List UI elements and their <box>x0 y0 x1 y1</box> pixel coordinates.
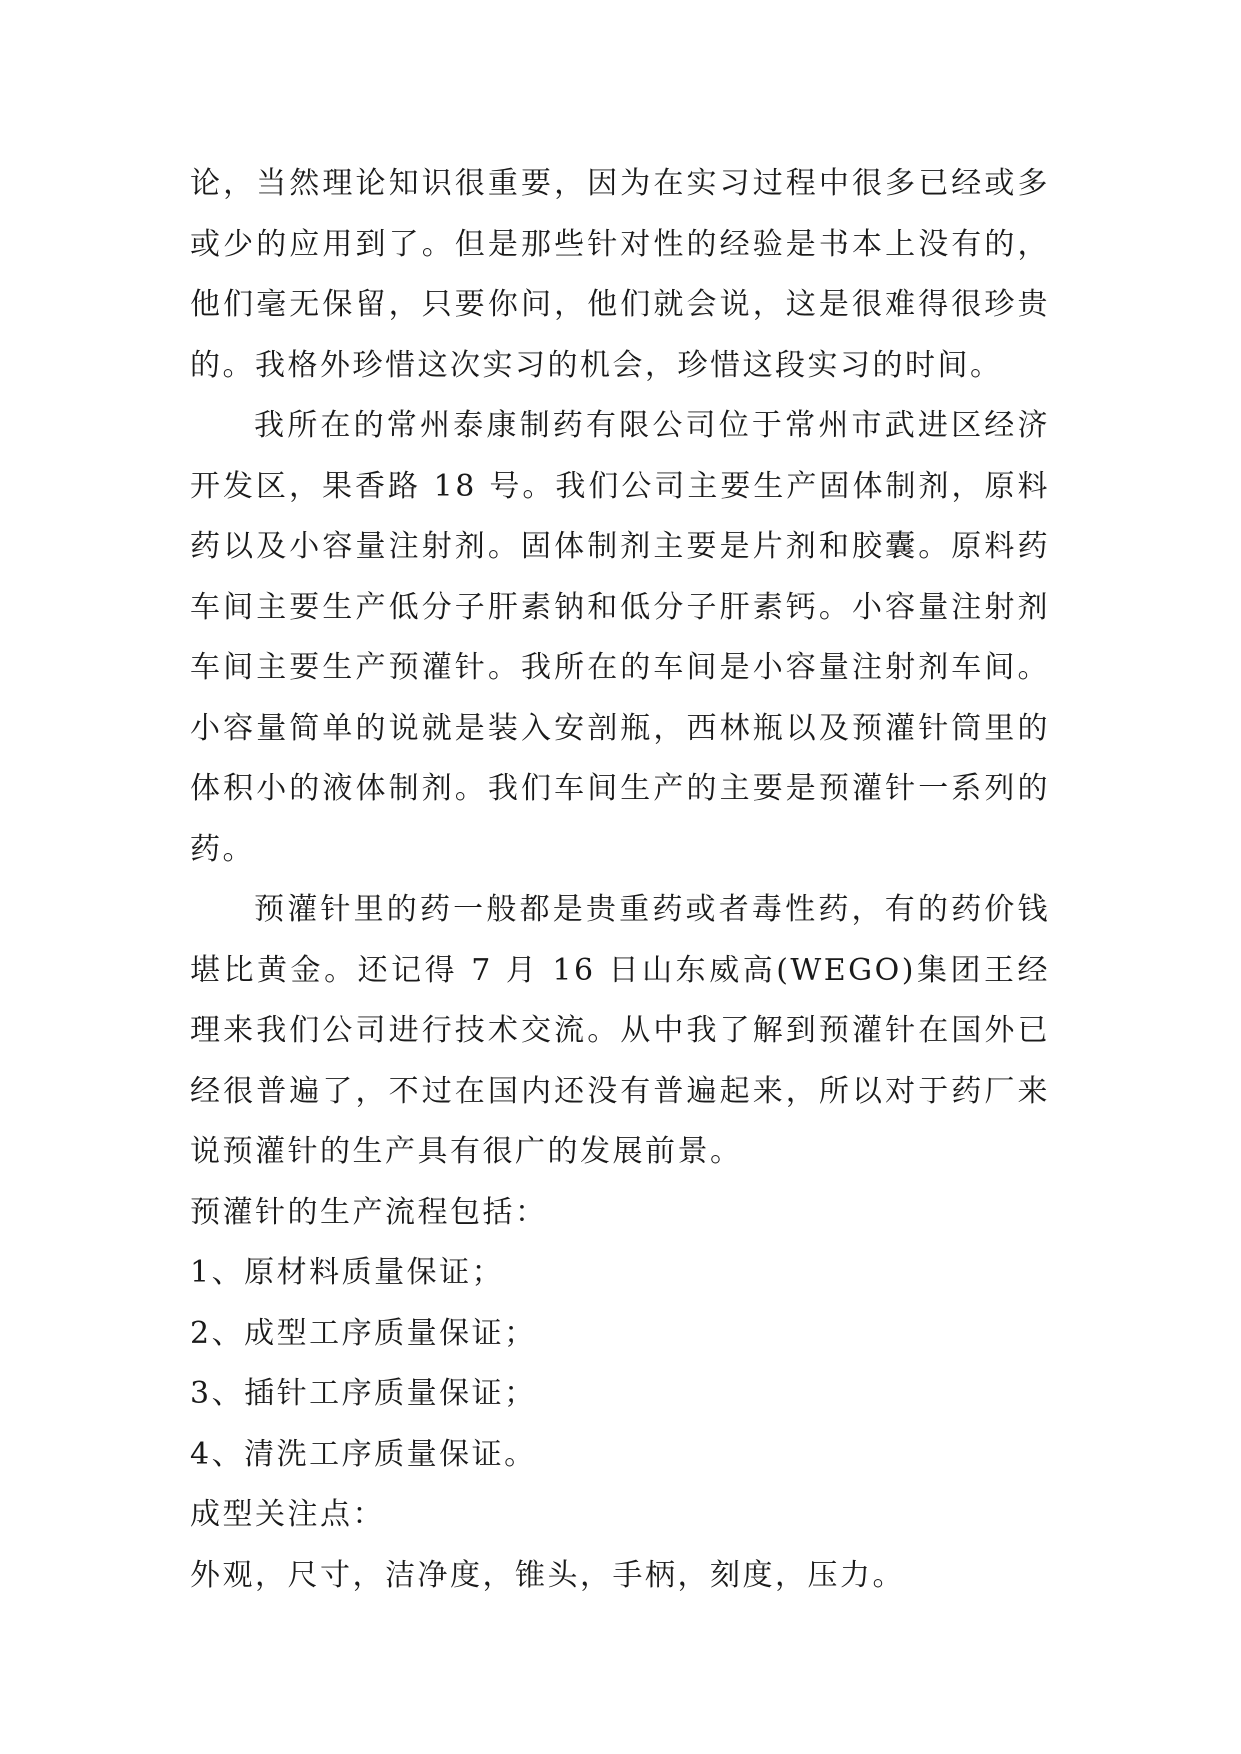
paragraph-company-intro: 我所在的常州泰康制药有限公司位于常州市武进区经济开发区，果香路 18 号。我们公司主要生产固体制剂，原料药以及小容量注射剂。固体制剂主要是片剂和胶囊。原料药车间主要生产低分子肝素钠和低分子肝素钙。小容量注射剂车间主要生产预灌针。我所在的车间是小容量注射剂车间。小容量简单的说就是装入安剖瓶，西林瓶以及预灌针筒里的体积小的液体制剂。我们车间生产的主要是预灌针一系列的药。 <box>190 408 1050 867</box>
document-body <box>190 154 1050 1606</box>
process-heading: 预灌针的生产流程包括： <box>190 1194 548 1230</box>
process-item-3: 3、插针工序质量保证； <box>190 1376 537 1411</box>
focus-items: 外观，尺寸，洁净度，锥头，手柄，刻度，压力。 <box>190 1557 905 1593</box>
process-item-1: 1、原材料质量保证； <box>190 1255 505 1290</box>
paragraph-prefilled-syringe: 预灌针里的药一般都是贵重药或者毒性药，有的药价钱堪比黄金。还记得 7 月 16 日山东威高(WEGO)集团王经理来我们公司进行技术交流。从中我了解到预灌针在国外已经很普遍了，不过在国内还没有普遍起来，所以对于药厂来说预灌针的生产具有很广的发展前景。 <box>190 892 1050 1169</box>
process-item-4: 4、清洗工序质量保证。 <box>190 1436 537 1472</box>
focus-heading: 成型关注点： <box>190 1497 385 1532</box>
process-item-2: 2、成型工序质量保证； <box>190 1315 537 1351</box>
paragraph-continuation: 论，当然理论知识很重要，因为在实习过程中很多已经或多或少的应用到了。但是那些针对性的经验是书本上没有的，他们毫无保留，只要你问，他们就会说，这是很难得很珍贵的。我格外珍惜这次实习的机会，珍惜这段实习的时间。 <box>190 166 1050 383</box>
